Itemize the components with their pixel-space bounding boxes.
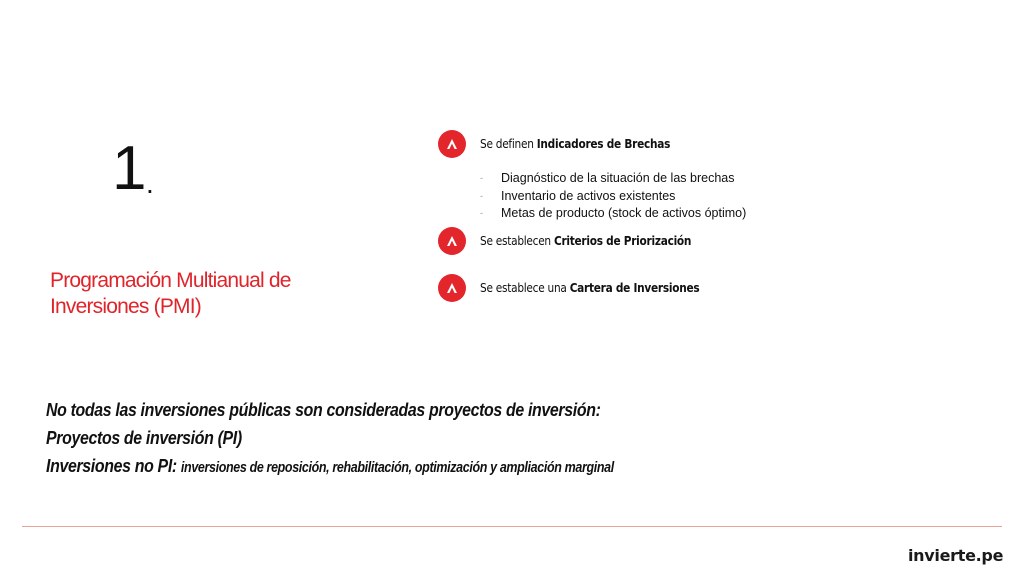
note-lead: Inversiones no PI: — [46, 455, 181, 476]
note-detail: inversiones de reposición, rehabilitación, optimización y ampliación marginal — [180, 460, 614, 476]
footer-divider — [22, 526, 1002, 527]
list-marker: - — [480, 190, 483, 201]
step-bold: Cartera de Inversiones — [569, 281, 700, 295]
step-prefix: Se establecen — [480, 234, 554, 248]
list-item — [480, 188, 746, 206]
note-line — [46, 452, 820, 482]
list-item — [480, 170, 746, 188]
step-text — [480, 234, 691, 248]
step-prefix: Se establece una — [480, 281, 570, 295]
step-criterios — [438, 227, 720, 255]
step-prefix: Se definen — [480, 137, 537, 151]
chevron-up-icon — [438, 227, 466, 255]
list-marker: - — [480, 208, 483, 218]
list-item-text: Inventario de activos existentes — [501, 188, 676, 203]
step-bold: Criterios de Priorización — [553, 234, 692, 248]
list-item-text: Metas de producto (stock de activos óptimo) — [501, 206, 747, 220]
sub-list — [480, 170, 746, 223]
slide-number-dot: . — [146, 168, 154, 199]
step-indicadores — [438, 130, 696, 158]
step-text — [480, 137, 670, 151]
step-text — [480, 281, 699, 295]
step-bold: Indicadores de Brechas — [536, 137, 671, 151]
chevron-up-icon — [438, 274, 466, 302]
list-item-text: Diagnóstico de la situación de las brechas — [501, 171, 735, 185]
note-line: Proyectos de inversión (PI) — [46, 427, 242, 448]
step-cartera — [438, 274, 729, 302]
note-line: No todas las inversiones públicas son consideradas proyectos de inversión: — [46, 399, 601, 420]
section-title: Programación Multianual de Inversiones (PMI) — [50, 269, 291, 318]
list-marker: - — [480, 173, 483, 183]
list-item — [480, 205, 746, 223]
slide-number: 1 — [112, 134, 147, 203]
investment-note — [46, 396, 946, 482]
chevron-up-icon — [438, 130, 466, 158]
brand-logo: invierte.pe — [908, 546, 1004, 565]
